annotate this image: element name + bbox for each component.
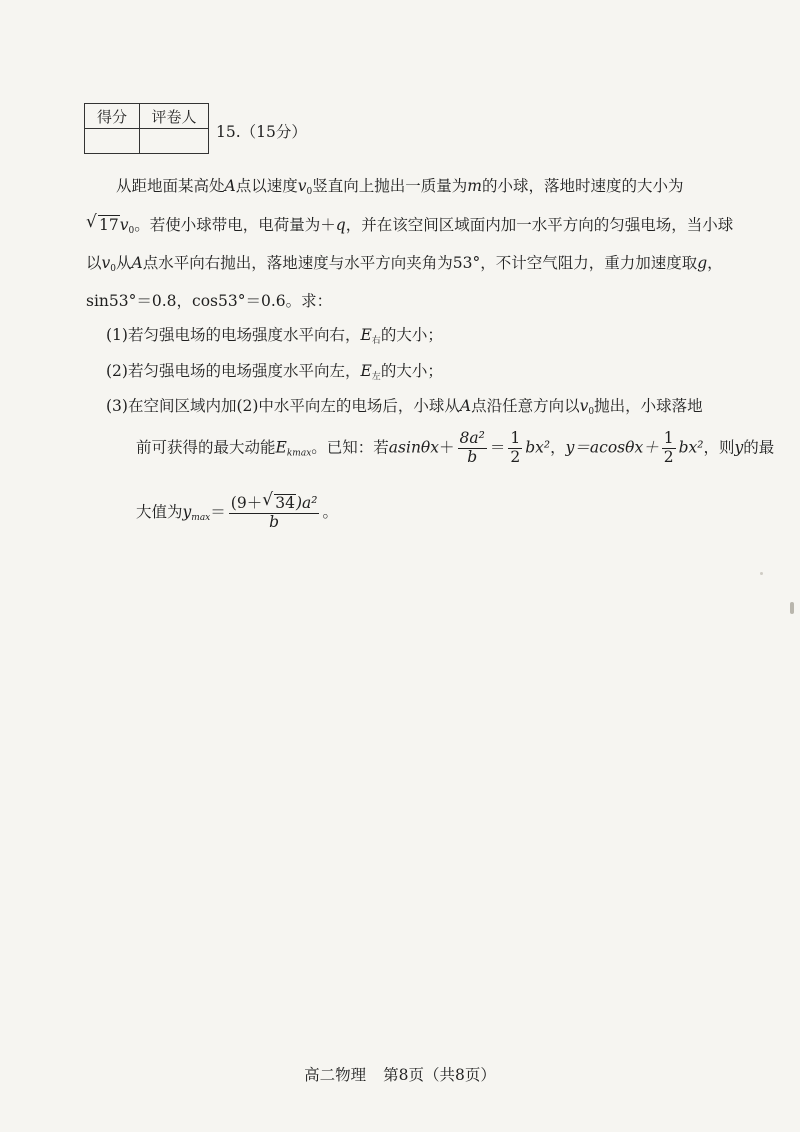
scan-artifact [760, 572, 763, 575]
fraction-one-half: $\frac{1}{2}$ [510, 429, 521, 466]
page-footer [0, 1063, 800, 1085]
grader-cell [140, 129, 209, 154]
score-table [84, 103, 209, 154]
question-number: 15.（15分） [216, 123, 307, 141]
sqrt-17: √ 17 [86, 212, 119, 234]
fraction-one-half-2: $\frac{1}{2}$ [663, 429, 674, 466]
footer-subject: 高二物理 [304, 1066, 367, 1084]
sub-question-3-line-3: 大值为$y_{max}=$ (9＋ √ 34)a² b 。 [136, 490, 338, 531]
sqrt-34: √ 34 [262, 490, 295, 512]
problem-line-3: 以$v_0$从A点水平向右抛出，落地速度与水平方向夹角为53°，不计空气阻力，重力加速度取g， [86, 254, 723, 274]
problem-line-4: sin53°＝0.8，cos53°＝0.6。求： [86, 292, 333, 310]
grader-header: 评卷人 [140, 104, 209, 129]
sub-question-3: (3)在空间区域内加(2)中水平向左的电场后，小球从A点沿任意方向以$v_0$抛出，小球落地 [106, 397, 703, 417]
sub-question-2: (2)若匀强电场的电场强度水平向左，$E_左$的大小； [106, 362, 443, 382]
fraction-8a2-over-b: $\frac{\text{8a²}}{b}$ [459, 429, 485, 466]
footer-page-number: 第8页（共8页） [383, 1066, 496, 1084]
score-header: 得分 [85, 104, 140, 129]
sub-question-3-line-2: 前可获得的最大动能$E_{kmax}$。已知：若asinθx＋ $\frac{\text{8a²}}{b}$ ＝ $\frac{1}{2}$ bx²，y＝acosθx＋ $\frac{1}{2}$ bx²，则y的最 [136, 429, 775, 466]
problem-line-1: 从距地面某高处A点以速度$v_0$竖直向上抛出一质量为m的小球，落地时速度的大小为 [116, 177, 684, 197]
sub-question-1: (1)若匀强电场的电场强度水平向右，$E_右$的大小； [106, 326, 443, 346]
fraction-ymax: (9＋ √ 34)a² b [230, 490, 318, 531]
problem-line-2: √ $17v_0$。若使小球带电，电荷量为＋q，并在该空间区域面内加一水平方向的匀强电场，当小球 [86, 212, 734, 236]
scan-artifact [790, 602, 794, 614]
score-cell [85, 129, 140, 154]
